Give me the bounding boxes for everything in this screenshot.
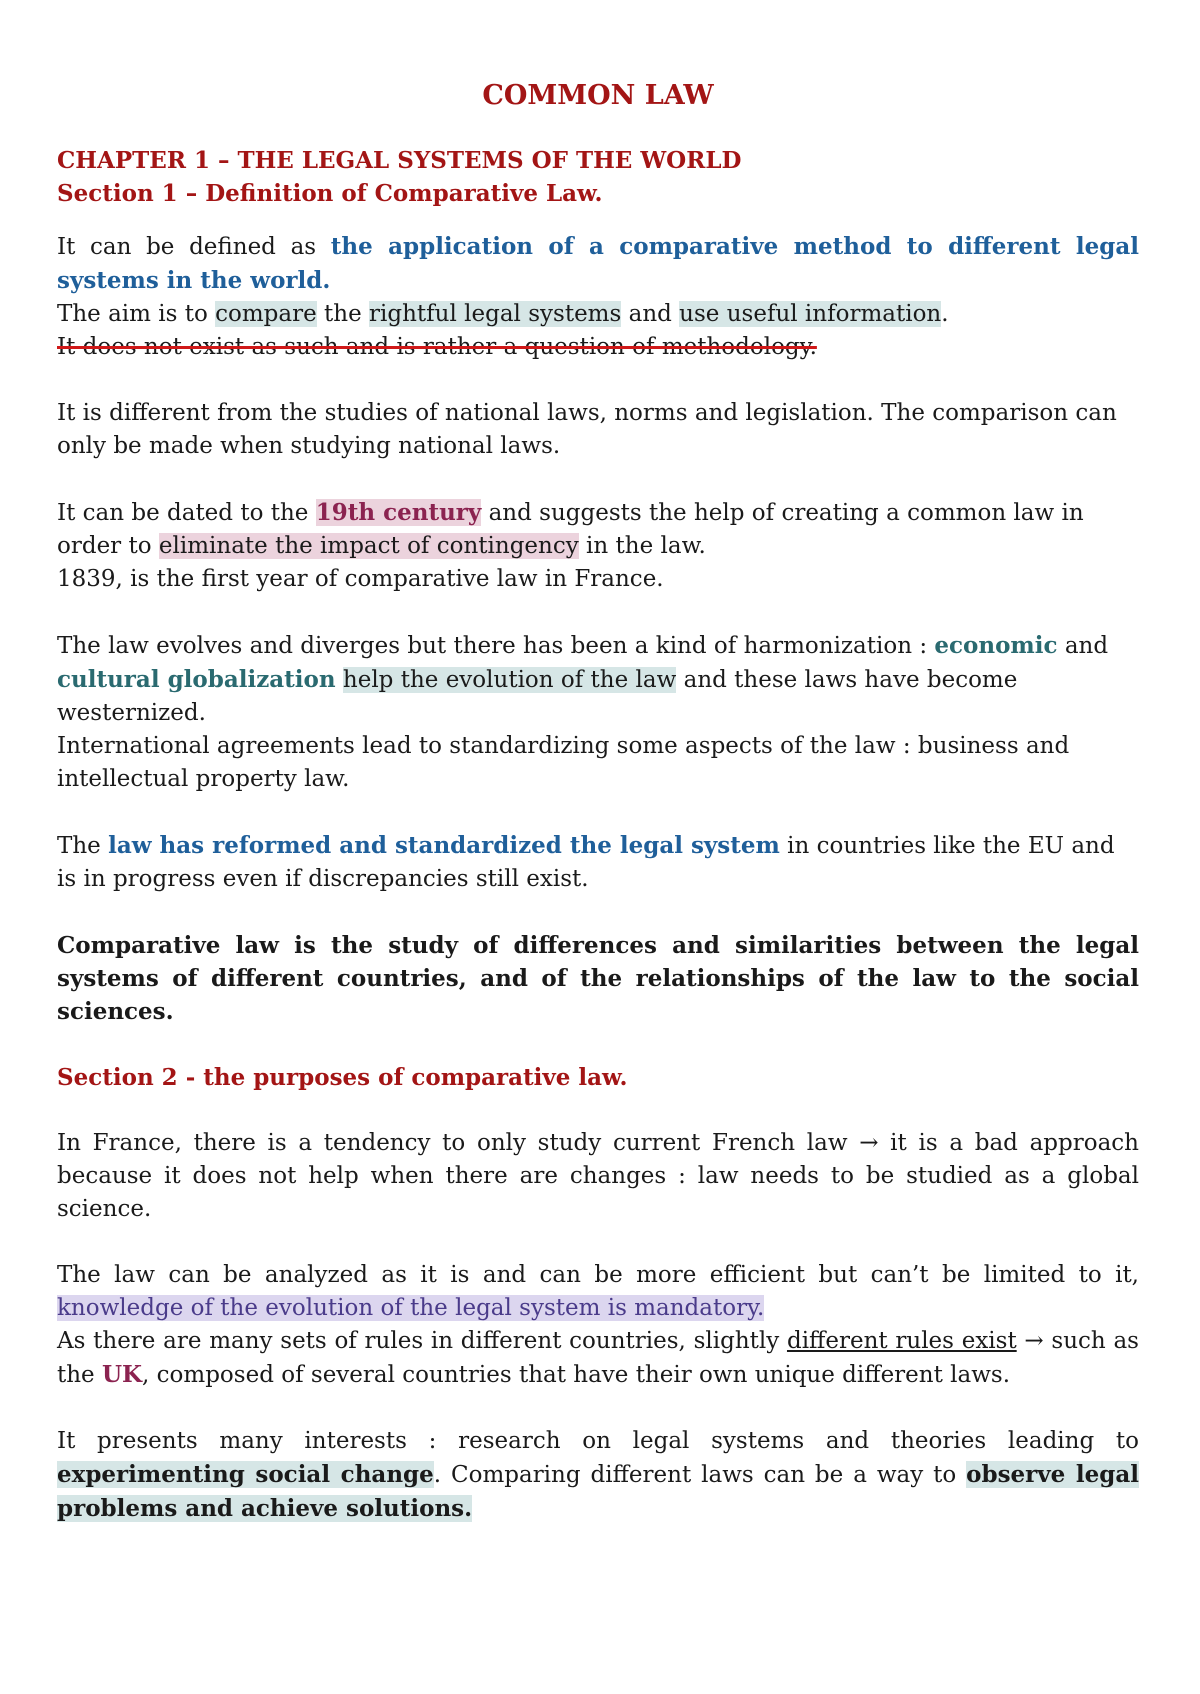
paragraph-19th-century [57,496,1139,563]
emphasis-cultural-globalization: cultural globalization [57,666,336,693]
highlight-social-change: experimenting social change [57,1461,434,1488]
text-run [336,667,343,693]
highlight-legal-problems: observe legal problems and achieve solutions. [57,1461,1140,1522]
paragraph-france: In France, there is a tendency to only study current French law → it is a bad approach because it does not help when there are changes : law needs to be studied as a global science. [57,1130,1139,1222]
chapter-heading: CHAPTER 1 – THE LEGAL SYSTEMS OF THE WORLD [57,147,742,174]
document-title: COMMON LAW [482,80,714,111]
paragraph-harmonization [57,629,1139,730]
text-run: The [57,833,109,859]
paragraph-national-laws: It is different from the studies of national laws, norms and legislation. The comparison can only be made when studying national laws. [57,400,1117,459]
text-run: The law can be analyzed as it is and can be more efficient but can’t be limited to it, [57,1262,1139,1288]
highlight-compare: compare [215,301,317,327]
highlight-useful-information: use useful information [679,301,942,327]
highlight-contingency: eliminate the impact of contingency [158,533,579,559]
text-run: in countries like the EU and is in progress even if discrepancies still exist. [57,833,1115,892]
underline-different-rules: different rules exist [786,1328,1017,1354]
highlight-rightful-systems: rightful legal systems [369,301,622,327]
emphasis-uk: UK [101,1361,143,1388]
paragraph-analysis [57,1259,1139,1325]
text-run: and [1057,633,1109,659]
emphasis-reformed: law has reformed and standardized the legal system [108,832,780,859]
paragraph-definition [57,230,1139,298]
text-run: The aim is to [57,301,216,327]
text-run: in the law. [578,533,706,559]
document-page [57,78,1139,1526]
text-run: It can be defined as [57,234,331,260]
section-2-heading: Section 2 - the purposes of comparative law. [57,1064,628,1091]
text-run: It presents many interests : research on legal systems and theories leading to [57,1428,1139,1454]
text-run: the [316,301,370,327]
paragraph-1839: 1839, is the first year of comparative law in France. [57,566,664,592]
paragraph-international-agreements: International agreements lead to standardizing some aspects of the law : business and intellectual property law. [57,733,1070,792]
section-1-heading: Section 1 – Definition of Comparative Law. [57,180,603,207]
paragraph-rules [57,1325,1139,1392]
paragraph-aim [57,298,1139,331]
emphasis-blue: the application of a comparative method to different legal systems in the world. [57,233,1139,294]
paragraph-interests [57,1425,1139,1526]
text-run: , composed of several countries that have their own unique different laws. [142,1362,1011,1388]
text-run: . [941,301,949,327]
text-run: → such as the [57,1328,1139,1388]
paragraph-reform [57,829,1139,896]
text-run: It can be dated to the [57,500,316,526]
highlight-19th-century: 19th century [315,499,482,526]
struck-paragraph: It does not exist as such and is rather a question of methodology. [57,334,817,360]
text-run: . Comparing different laws can be a way to [433,1462,967,1488]
text-run: and [621,301,680,327]
text-run: and these laws have become westernized. [57,667,1018,726]
text-run: The law evolves and diverges but there has been a kind of harmonization : [57,633,935,659]
emphasis-economic: economic [934,632,1058,659]
highlight-mandatory: knowledge of the evolution of the legal system is mandatory. [57,1295,765,1321]
text-run: and suggests the help of creating a common law in order to [57,500,1084,559]
text-run: As there are many sets of rules in different countries, slightly [57,1328,787,1354]
paragraph-definition-bold: Comparative law is the study of differences and similarities between the legal systems of different countries, and of the relationships of the law to the social sciences. [57,932,1139,1025]
highlight-evolution-of-law: help the evolution of the law [342,667,677,693]
